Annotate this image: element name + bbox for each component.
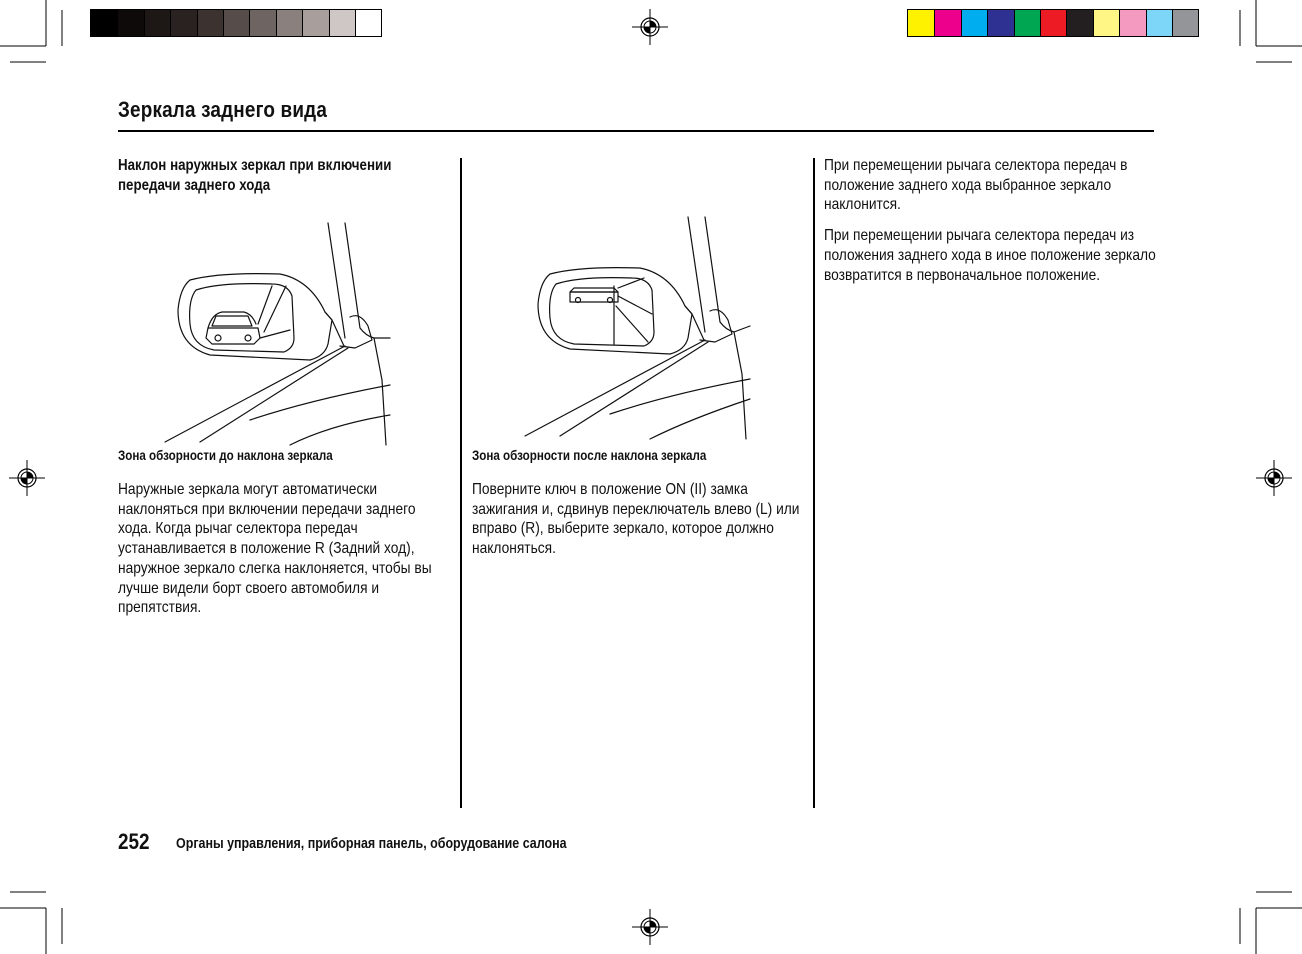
registration-crosshair <box>632 909 668 945</box>
paragraph: При перемещении рычага селектора передач из положения заднего хода в иное положение зеркало возвратится в первоначальное положение. <box>824 227 1156 284</box>
registration-crosshair <box>1256 460 1292 496</box>
registration-crosshair <box>632 9 668 45</box>
left-column-body <box>118 480 506 618</box>
figure-caption-after: Зона обзорности после наклона зеркала <box>472 448 707 463</box>
paragraph: При перемещении рычага селектора передач в положение заднего хода выбранное зеркало наклонится. <box>824 157 1128 214</box>
figure-caption-before: Зона обзорности до наклона зеркала <box>118 448 333 463</box>
paragraph: Поверните ключ в положение ON (II) замка зажигания и, сдвинув переключатель влево (L) или вправо (R), выберите зеркало, которое должно наклоняться. <box>472 481 800 558</box>
title-rule <box>118 130 1154 132</box>
middle-column-body <box>472 480 860 559</box>
page-title: Зеркала заднего вида <box>118 97 328 122</box>
right-column-text <box>824 156 1156 285</box>
section-heading: Наклон наружных зеркал при включении передачи заднего хода <box>118 157 392 194</box>
mirror-illustration-after <box>520 214 755 439</box>
right-column <box>824 156 1210 296</box>
page-number: 252 <box>118 829 150 854</box>
left-column <box>118 156 454 196</box>
registration-crosshair <box>9 460 45 496</box>
mirror-illustration-before <box>160 220 395 445</box>
paragraph: Наружные зеркала могут автоматически наклоняться при включении передачи заднего хода. Когда рычаг селектора передач устанавливается в положение R (Задний ход), наружное зеркало слегка наклоняется, чтобы вы лучше видели борт своего автомобиля и препятствия. <box>118 481 432 617</box>
footer-section-title: Органы управления, приборная панель, оборудование салона <box>176 836 567 852</box>
